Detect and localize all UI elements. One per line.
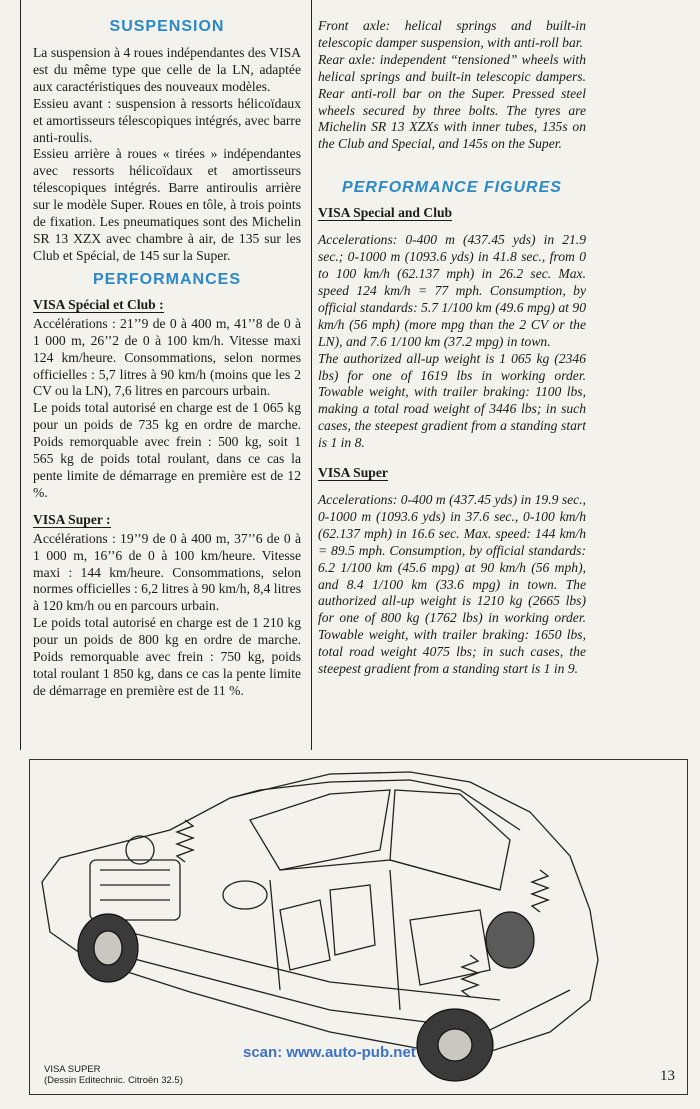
left-column-rule <box>20 0 21 750</box>
super-paragraph-2: Le poids total autorisé en charge est de 1 210 kg pour un poids de 800 kg en ordre de marche. Poids remorquable avec frein : 750 kg, poids total roulant 1 850 kg, dans ce cas la pente limite de démarrage en première est de 11 %. <box>33 615 301 698</box>
figure-caption <box>44 1064 183 1086</box>
special-club-paragraph-en-1: Accelerations: 0-400 m (437.45 yds) in 21.9 sec.; 0-1000 m (1093.6 yds) in 41.8 sec., from 0 to 100 km/h (62.137 mph) in 26.2 sec. Max. speed 124 km/h = 77 mph. Consumption, by official standards: 5.7 1/100 km (49.6 mpg) at 90 km/h (56 mph) (more mpg than the 2 CV or the LN), and 7.6 1/100 km (37.2 mpg) in town. <box>318 232 586 349</box>
special-club-subhead-en: VISA Special and Club <box>318 205 453 221</box>
column-divider-rule <box>311 0 312 750</box>
super-subhead-en: VISA Super <box>318 465 388 481</box>
cutaway-figure <box>29 759 688 1095</box>
front-axle-paragraph: Front axle: helical springs and built-in telescopic damper suspension, with anti-roll bar. <box>318 18 586 50</box>
super-paragraph-1: Accélérations : 19’’9 de 0 à 400 m, 37’’6 de 0 à 1 000 m, 16’’6 de 0 à 100 km/heure. Vitesse maxi : 144 km/heure. Consommations, selon normes officielles : 6,2 litres à 90 km/h, 8,4 litres à 120 km/h ou en parcours urbain. <box>33 530 301 614</box>
scan-watermark: scan: www.auto-pub.net <box>243 1044 416 1061</box>
special-club-paragraph-en-2: The authorized all-up weight is 1 065 kg (2346 lbs) for one of 1619 lbs in working order. Towable weight, with trailer braking: 1100 lbs, making a total road weight of 3446 lbs; in such cases, the steepest gradient from a standing start is 1 in 8. <box>318 350 586 451</box>
page-number: 13 <box>660 1068 675 1084</box>
special-club-paragraph-1: Accélérations : 21’’9 de 0 à 400 m, 41’’8 de 0 à 1 000 m, 26’’2 de 0 à 100 km/h. Vitesse maxi 124 km/heure. Consommations, selon normes officielles : 5,7 litres à 90 km/h (moins que les 2 CV ou la LN), 7,6 litres en parcours urbain. <box>33 315 301 399</box>
suspension-paragraph-1: La suspension à 4 roues indépendantes des VISA est du même type que celle de la LN, adaptée aux caractéristiques des nouveaux modèles. <box>33 45 301 94</box>
caption-model: VISA SUPER <box>44 1064 101 1075</box>
performances-heading: PERFORMANCES <box>92 270 241 288</box>
english-column <box>318 18 586 678</box>
suspension-paragraph-2: Essieu avant : suspension à ressorts hélicoïdaux et amortisseurs télescopiques intégrés, avec barre anti-roulis. <box>33 95 301 145</box>
suspension-heading: SUSPENSION <box>109 18 225 35</box>
french-column <box>33 18 301 700</box>
super-paragraph-en-1: Accelerations: 0-400 m (437.45 yds) in 19.9 sec., 0-1000 m (1093.6 yds) in 37.6 sec., 0-100 km/h (62.137 mph) in 16.6 sec. Max. speed: 144 km/h = 89.5 mph. Consumption, by official standards: 6.2 1/100 km (45.6 mpg) at 90 km/h (56 mph), and 8.4 1/100 km (33.6 mpg) in town. The authorized all-up weight is 1210 kg (2665 lbs) for one of 800 kg (1762 lbs) in working order. Towable weight, with trailer braking: 1650 lbs, total road weight 4075 lbs; in such cases, the steepest gradient from a standing start is 1 in 9. <box>318 492 586 677</box>
special-club-subhead: VISA Spécial et Club : <box>33 296 164 312</box>
special-club-paragraph-2: Le poids total autorisé en charge est de 1 065 kg pour un poids de 735 kg en ordre de marche. Poids remorquable avec frein : 500 kg, soit 1 565 kg de poids total roulant, dans ce cas la pente limite de démarrage en première est de 12 %. <box>33 400 301 500</box>
performance-figures-heading: PERFORMANCE FIGURES <box>342 179 562 197</box>
super-subhead: VISA Super : <box>33 511 111 527</box>
rear-axle-paragraph: Rear axle: independent “tensioned” wheels with helical springs and built-in telescopic dampers. Rear anti-roll bar on the Super. Pressed steel wheels secured by three bolts. The tyres are Michelin SR 13 XZXs with inner tubes, 135s on the Club and Special, and 145s on the Super. <box>318 51 586 152</box>
suspension-paragraph-3: Essieu arrière à roues « tirées » indépendantes avec ressorts hélicoïdaux et amortisseurs télescopiques intégrés. Barre antiroulis arrière sur le modèle Super. Roues en tôle, à trois points de fixation. Les pneumatiques sont des Michelin SR 13 XZX avec chambre à air, de 135 sur les Club et Spécial, de 145 sur la Super. <box>33 146 301 263</box>
caption-credit: (Dessin Editechnic. Citroën 32.5) <box>44 1075 183 1086</box>
